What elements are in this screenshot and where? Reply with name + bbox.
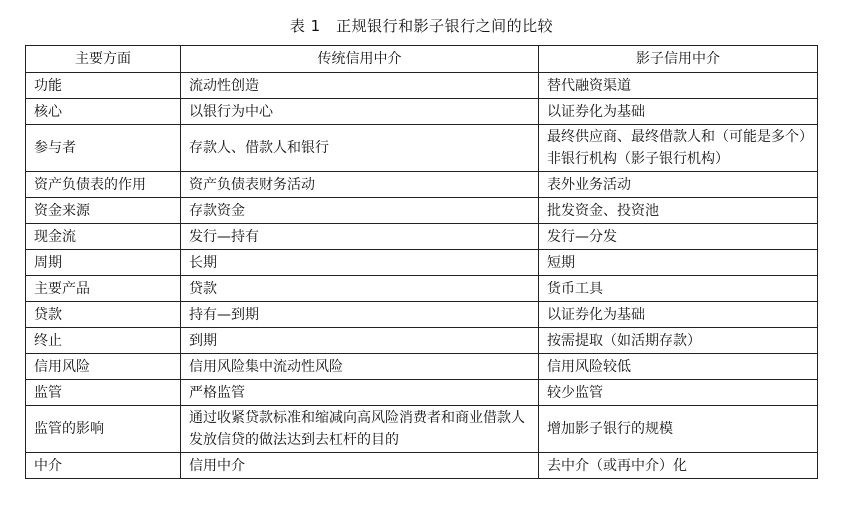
row-aspect-cell: 贷款 xyxy=(26,302,181,328)
shadow-cell: 货币工具 xyxy=(539,276,818,302)
table-header-row xyxy=(26,46,818,73)
traditional-cell: 以银行为中心 xyxy=(181,99,539,125)
shadow-cell: 信用风险较低 xyxy=(539,354,818,380)
shadow-cell: 发行—分发 xyxy=(539,224,818,250)
traditional-cell: 资产负债表财务活动 xyxy=(181,172,539,198)
header-shadow: 影子信用中介 xyxy=(539,46,818,73)
traditional-cell: 长期 xyxy=(181,250,539,276)
shadow-cell: 增加影子银行的规模 xyxy=(539,406,818,453)
table-row xyxy=(26,73,818,99)
row-aspect-cell: 功能 xyxy=(26,73,181,99)
shadow-cell: 以证券化为基础 xyxy=(539,302,818,328)
row-aspect-cell: 终止 xyxy=(26,328,181,354)
shadow-cell: 去中介（或再中介）化 xyxy=(539,453,818,479)
traditional-cell: 持有—到期 xyxy=(181,302,539,328)
row-aspect-cell: 资金来源 xyxy=(26,198,181,224)
row-aspect-cell: 现金流 xyxy=(26,224,181,250)
traditional-cell: 通过收紧贷款标准和缩减向高风险消费者和商业借款人发放信贷的做法达到去杠杆的目的 xyxy=(181,406,539,453)
row-aspect-cell: 参与者 xyxy=(26,125,181,172)
traditional-cell: 存款人、借款人和银行 xyxy=(181,125,539,172)
table-row xyxy=(26,198,818,224)
traditional-cell: 发行—持有 xyxy=(181,224,539,250)
shadow-cell: 按需提取（如活期存款） xyxy=(539,328,818,354)
shadow-cell: 较少监管 xyxy=(539,380,818,406)
table-row xyxy=(26,224,818,250)
table-row xyxy=(26,380,818,406)
table-row xyxy=(26,453,818,479)
table-caption: 表 1 正规银行和影子银行之间的比较 xyxy=(289,17,554,35)
shadow-cell: 批发资金、投资池 xyxy=(539,198,818,224)
table-row xyxy=(26,250,818,276)
table-row xyxy=(26,172,818,198)
traditional-cell: 严格监管 xyxy=(181,380,539,406)
comparison-table xyxy=(25,45,818,479)
row-aspect-cell: 监管 xyxy=(26,380,181,406)
traditional-cell: 信用中介 xyxy=(181,453,539,479)
traditional-cell: 流动性创造 xyxy=(181,73,539,99)
table-row xyxy=(26,125,818,172)
row-aspect-cell: 监管的影响 xyxy=(26,406,181,453)
table-row xyxy=(26,99,818,125)
table-row xyxy=(26,354,818,380)
row-aspect-cell: 核心 xyxy=(26,99,181,125)
row-aspect-cell: 主要产品 xyxy=(26,276,181,302)
header-traditional: 传统信用中介 xyxy=(181,46,539,73)
shadow-cell: 替代融资渠道 xyxy=(539,73,818,99)
row-aspect-cell: 资产负债表的作用 xyxy=(26,172,181,198)
table-row xyxy=(26,328,818,354)
row-aspect-cell: 中介 xyxy=(26,453,181,479)
row-aspect-cell: 信用风险 xyxy=(26,354,181,380)
shadow-cell: 表外业务活动 xyxy=(539,172,818,198)
traditional-cell: 贷款 xyxy=(181,276,539,302)
shadow-cell: 最终供应商、最终借款人和（可能是多个）非银行机构（影子银行机构） xyxy=(539,125,818,172)
table-row xyxy=(26,276,818,302)
traditional-cell: 存款资金 xyxy=(181,198,539,224)
shadow-cell: 短期 xyxy=(539,250,818,276)
table-row xyxy=(26,406,818,453)
row-aspect-cell: 周期 xyxy=(26,250,181,276)
traditional-cell: 到期 xyxy=(181,328,539,354)
traditional-cell: 信用风险集中流动性风险 xyxy=(181,354,539,380)
table-row xyxy=(26,302,818,328)
header-aspect: 主要方面 xyxy=(26,46,181,73)
shadow-cell: 以证券化为基础 xyxy=(539,99,818,125)
